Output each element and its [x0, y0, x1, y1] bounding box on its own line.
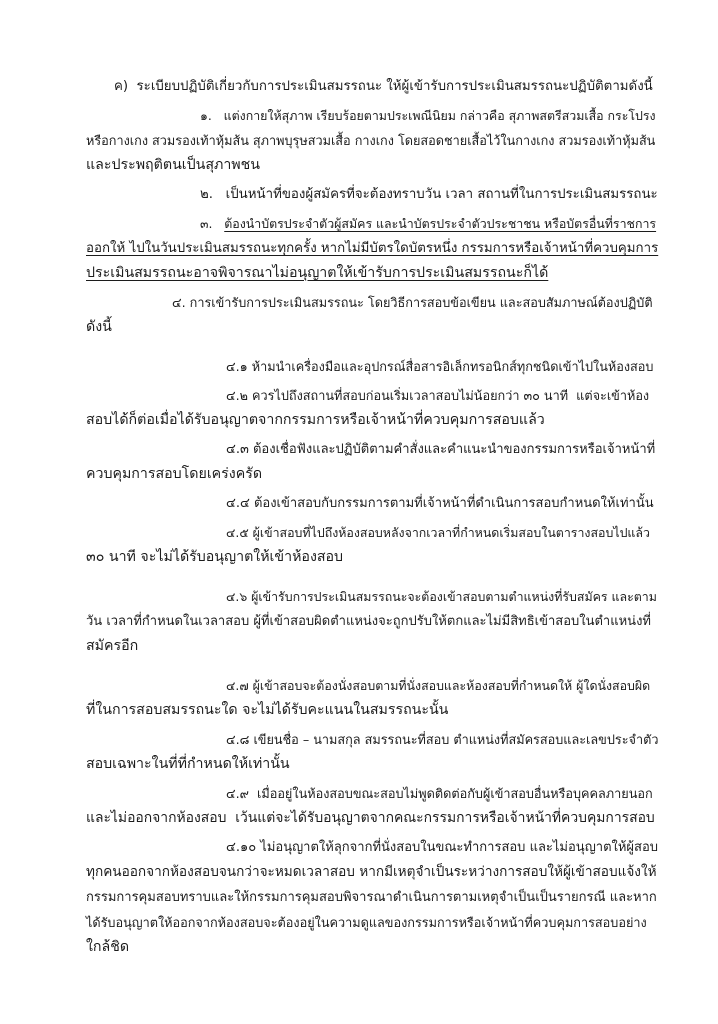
subitem-4-2: [86, 383, 658, 433]
section-heading: [86, 74, 658, 99]
subitem-4-9-line-2: และไม่ออกจากห้องสอบ เว้นแต่จะได้รับอนุญาตจากคณะกรรมการหรือเจ้าหน้าที่ควบคุมการสอบ: [86, 810, 655, 826]
item-3-line-1: [86, 211, 658, 236]
subitem-4-5: [86, 520, 658, 570]
subitem-4-10-line-2: ทุกคนออกจากห้องสอบจนกว่าจะหมดเวลาสอบ หากมีเหตุจำเป็นระหว่างการสอบให้ผู้เข้าสอบแจ้งให้: [86, 864, 657, 880]
subitem-4-7-line-1: ๔.๗ ผู้เข้าสอบจะต้องนั่งสอบตามที่นั่งสอบและห้องสอบที่กำหนดให้ ผู้ใดนั่งสอบผิด: [226, 678, 651, 693]
subitem-4-10-line-5: ใกล้ชิด: [86, 939, 130, 955]
heading-text: ค) ระเบียบปฏิบัติเกี่ยวกับการประเมินสมรรถนะ ให้ผู้เข้ารับการประเมินสมรรถนะปฏิบัติตามดังนี้: [114, 79, 653, 94]
subitem-4-6-line-2: วัน เวลาที่กำหนดในเวลาสอบ ผู้ที่เข้าสอบผิดตำแหน่งจะถูกปรับให้ตกและไม่มีสิทธิเข้าสอบในตำแหน่งที่: [86, 614, 651, 629]
item-1-line-2: หรือกางเกง สวมรองเท้าหุ้มส้น สุภาพบุรุษสวมเสื้อ กางเกง โดยสอดชายเสื้อไว้ในกางเกง สวมรองเท้าหุ้มส้น: [86, 133, 656, 148]
subitem-4-9-line-1: ๔.๙ เมื่ออยู่ในห้องสอบขณะสอบไม่พูดติดต่อกับผู้เข้าสอบอื่นหรือบุคคลภายนอก: [226, 786, 653, 801]
item-4-line-2: ดังนี้: [86, 319, 112, 335]
subitem-4-8-line-2: สอบเฉพาะในที่ที่กำหนดให้เท่านั้น: [86, 756, 290, 772]
item-3-text-1: ต้องนำบัตรประจำตัวผู้สมัคร และนำบัตรประจำตัวประชาชน หรือบัตรอื่นที่ราชการ: [224, 216, 657, 231]
subitem-4-6-line-1: ๔.๖ ผู้เข้ารับการประเมินสมรรถนะจะต้องเข้าสอบตามตำแหน่งที่รับสมัคร และตาม: [226, 589, 657, 604]
item-3-number: ๓.: [200, 216, 225, 231]
subitem-4-8-line-1: ๔.๘ เขียนชื่อ – นามสกุล สมรรถนะที่สอบ ตำแหน่งที่สมัครสอบและเลขประจำตัว: [226, 732, 659, 747]
subitem-4-3-line-2: ควบคุมการสอบโดยเคร่งครัด: [86, 466, 263, 482]
subitem-4-7: [86, 673, 658, 723]
subitem-4-3-line-1: ๔.๓ ต้องเชื่อฟังและปฏิบัติตามคำสั่งและคำแนะนำของกรรมการหรือเจ้าหน้าที่: [226, 442, 656, 457]
item-3-line-2: ออกให้ ไปในวันประเมินสมรรถนะทุกครั้ง หากไม่มีบัตรใดบัตรหนึ่ง กรรมการหรือเจ้าหน้าที่ควบคุมการ: [86, 241, 659, 256]
subitem-4-9: [86, 781, 658, 831]
subitem-4-5-line-2: ๓๐ นาที จะไม่ได้รับอนุญาตให้เข้าห้องสอบ: [86, 549, 344, 565]
subitem-4-2-line-1: ๔.๒ ควรไปถึงสถานที่สอบก่อนเริ่มเวลาสอบไม่น้อยกว่า ๓๐ นาที แต่จะเข้าห้อง: [226, 388, 650, 403]
subitem-4-10-line-1: ๔.๑๐ ไม่อนุญาตให้ลุกจากที่นั่งสอบในขณะทำการสอบ และไม่อนุญาตให้ผู้สอบ: [226, 840, 659, 855]
subitem-4-3: [86, 437, 658, 487]
item-1-line-3: และประพฤติตนเป็นสุภาพชน: [86, 157, 260, 173]
item-1-line-1: ๑. แต่งกายให้สุภาพ เรียบร้อยตามประเพณีนิยม กล่าวคือ สุภาพสตรีสวมเสื้อ กระโปรง: [200, 108, 656, 123]
subitem-4-7-line-2: ที่ในการสอบสมรรถนะใด จะไม่ได้รับคะแนนในสมรรถนะนั้น: [86, 702, 449, 718]
item-4: [86, 290, 658, 340]
document-body: [86, 74, 658, 964]
item-2-line-1: ๒. เป็นหน้าที่ของผู้สมัครที่จะต้องทราบวัน เวลา สถานที่ในการประเมินสมรรถนะ: [200, 187, 658, 202]
subitem-4-1-line-1: ๔.๑ ห้ามนำเครื่องมือและอุปกรณ์สื่อสารอิเล็กทรอนิกส์ทุกชนิดเข้าไปในห้องสอบ: [226, 359, 654, 374]
item-3-line-3: ประเมินสมรรถนะอาจพิจารณาไม่อนุญาตให้เข้ารับการประเมินสมรรถนะก็ได้: [86, 265, 549, 281]
subitem-4-6-line-3: สมัครอีก: [86, 638, 139, 654]
subitem-4-4-line-1: ๔.๔ ต้องเข้าสอบกับกรรมการตามที่เจ้าหน้าที่ดำเนินการสอบกำหนดให้เท่านั้น: [226, 496, 654, 511]
subitem-4-10: [86, 835, 658, 960]
item-1: [86, 103, 658, 178]
subitem-4-5-line-1: ๔.๕ ผู้เข้าสอบที่ไปถึงห้องสอบหลังจากเวลาที่กำหนดเริ่มสอบในตารางสอบไปแล้ว: [226, 525, 650, 540]
subitem-4-10-line-4: ได้รับอนุญาตให้ออกจากห้องสอบจะต้องอยู่ในความดูแลของกรรมการหรือเจ้าหน้าที่ควบคุมการสอบอย่าง: [86, 915, 647, 930]
subitem-4-10-line-3: กรรมการคุมสอบทราบและให้กรรมการคุมสอบพิจารณาดำเนินการตามเหตุจำเป็นเป็นรายกรณี และหาก: [86, 890, 657, 905]
item-3: [86, 211, 658, 286]
subitem-4-2-line-2: สอบได้ก็ต่อเมื่อได้รับอนุญาตจากกรรมการหรือเจ้าหน้าที่ควบคุมการสอบแล้ว: [86, 412, 545, 428]
item-2: [86, 182, 658, 207]
subitem-4-4: [86, 491, 658, 516]
subitem-4-1: [86, 354, 658, 379]
subitem-4-6: [86, 584, 658, 659]
item-4-line-1: ๔. การเข้ารับการประเมินสมรรถนะ โดยวิธีการสอบข้อเขียน และสอบสัมภาษณ์ต้องปฏิบัติ: [172, 295, 653, 310]
subitem-4-8: [86, 727, 658, 777]
